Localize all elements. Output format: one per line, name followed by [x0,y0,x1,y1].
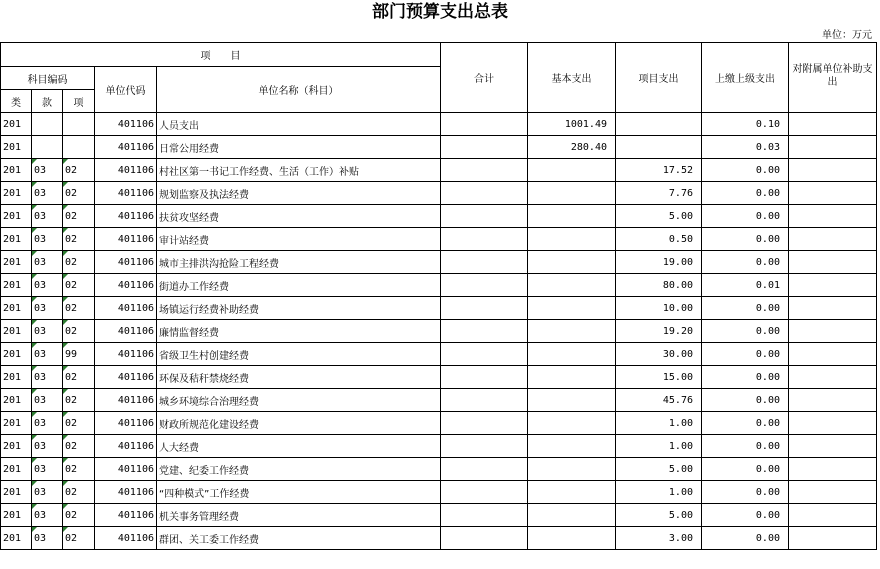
cell-upper[interactable]: 0.00 [702,435,789,458]
cell-kuan[interactable]: 03 [32,366,63,389]
cell-lei[interactable]: 201 [1,136,32,159]
cell-kuan[interactable]: 03 [32,297,63,320]
cell-total[interactable] [441,297,528,320]
table-row [1,458,877,481]
header-subject-code: 科目编码 [1,67,95,90]
cell-unit-name[interactable]: 群团、关工委工作经费 [157,527,441,550]
cell-xiang[interactable]: 02 [63,297,95,320]
cell-lei[interactable]: 201 [1,366,32,389]
cell-project-expense[interactable]: 0.50 [616,228,702,251]
cell-kuan[interactable]: 03 [32,527,63,550]
header-basic: 基本支出 [528,43,616,113]
cell-project-expense[interactable]: 19.00 [616,251,702,274]
table-row [1,159,877,182]
cell-total[interactable] [441,366,528,389]
table-row [1,136,877,159]
cell-basic[interactable] [528,504,616,527]
cell-total[interactable] [441,113,528,136]
cell-lei[interactable]: 201 [1,527,32,550]
cell-unit-name[interactable]: 场镇运行经费补助经费 [157,297,441,320]
cell-kuan[interactable] [32,136,63,159]
cell-upper[interactable]: 0.00 [702,320,789,343]
cell-unit-name[interactable]: 日常公用经费 [157,136,441,159]
cell-project-expense[interactable]: 1.00 [616,435,702,458]
cell-unit-name[interactable]: 城乡环境综合治理经费 [157,389,441,412]
table-row [1,182,877,205]
cell-basic[interactable]: 280.40 [528,136,616,159]
cell-basic[interactable] [528,320,616,343]
header-unit-code: 单位代码 [95,67,157,113]
cell-kuan[interactable]: 03 [32,343,63,366]
cell-kuan[interactable]: 03 [32,412,63,435]
cell-xiang[interactable]: 02 [63,366,95,389]
cell-subsidy[interactable] [789,297,877,320]
cell-subsidy[interactable] [789,412,877,435]
cell-project-expense[interactable]: 3.00 [616,527,702,550]
cell-total[interactable] [441,389,528,412]
cell-unit-name[interactable]: 机关事务管理经费 [157,504,441,527]
cell-upper[interactable]: 0.10 [702,113,789,136]
header-upper: 上缴上级支出 [702,43,789,113]
cell-xiang[interactable]: 02 [63,458,95,481]
header-lei: 类 [1,90,32,113]
cell-xiang[interactable]: 02 [63,320,95,343]
cell-kuan[interactable]: 03 [32,320,63,343]
cell-unit-code[interactable]: 401106 [95,320,157,343]
cell-kuan[interactable]: 03 [32,274,63,297]
cell-total[interactable] [441,412,528,435]
cell-unit-code[interactable]: 401106 [95,389,157,412]
cell-basic[interactable] [528,159,616,182]
cell-total[interactable] [441,136,528,159]
cell-lei[interactable]: 201 [1,412,32,435]
cell-unit-code[interactable]: 401106 [95,274,157,297]
cell-basic[interactable] [528,458,616,481]
cell-unit-code[interactable]: 401106 [95,297,157,320]
cell-kuan[interactable]: 03 [32,205,63,228]
cell-upper[interactable]: 0.00 [702,205,789,228]
cell-basic[interactable]: 1001.49 [528,113,616,136]
cell-kuan[interactable]: 03 [32,458,63,481]
table-row [1,274,877,297]
cell-total[interactable] [441,527,528,550]
table-row [1,527,877,550]
cell-kuan[interactable]: 03 [32,159,63,182]
cell-upper[interactable]: 0.00 [702,504,789,527]
cell-xiang[interactable]: 02 [63,481,95,504]
cell-unit-code[interactable]: 401106 [95,458,157,481]
cell-unit-name[interactable]: “四种模式”工作经费 [157,481,441,504]
table-row [1,297,877,320]
cell-total[interactable] [441,205,528,228]
cell-basic[interactable] [528,228,616,251]
cell-upper[interactable]: 0.00 [702,228,789,251]
cell-kuan[interactable]: 03 [32,504,63,527]
cell-upper[interactable]: 0.00 [702,366,789,389]
cell-unit-name[interactable]: 廉情监督经费 [157,320,441,343]
cell-kuan[interactable]: 03 [32,389,63,412]
cell-total[interactable] [441,458,528,481]
cell-xiang[interactable]: 02 [63,527,95,550]
cell-subsidy[interactable] [789,274,877,297]
cell-subsidy[interactable] [789,182,877,205]
cell-project-expense[interactable] [616,113,702,136]
header-project-expense: 项目支出 [616,43,702,113]
cell-unit-code[interactable]: 401106 [95,182,157,205]
cell-basic[interactable] [528,343,616,366]
cell-lei[interactable]: 201 [1,389,32,412]
cell-project-expense[interactable]: 15.00 [616,366,702,389]
cell-lei[interactable]: 201 [1,113,32,136]
table-row [1,320,877,343]
cell-lei[interactable]: 201 [1,297,32,320]
cell-lei[interactable]: 201 [1,205,32,228]
unit-label: 单位：万元 [822,30,872,41]
cell-upper[interactable]: 0.00 [702,159,789,182]
cell-upper[interactable]: 0.00 [702,182,789,205]
cell-total[interactable] [441,228,528,251]
cell-lei[interactable]: 201 [1,458,32,481]
cell-unit-name[interactable]: 省级卫生村创建经费 [157,343,441,366]
page-title: 部门预算支出总表 [372,2,508,22]
cell-project-expense[interactable]: 7.76 [616,182,702,205]
header-kuan: 款 [32,90,63,113]
table-row [1,113,877,136]
header-unit-name: 单位名称（科目） [157,67,441,113]
cell-subsidy[interactable] [789,343,877,366]
cell-basic[interactable] [528,366,616,389]
cell-project-expense[interactable]: 45.76 [616,389,702,412]
cell-upper[interactable]: 0.00 [702,389,789,412]
cell-lei[interactable]: 201 [1,435,32,458]
cell-subsidy[interactable] [789,366,877,389]
cell-total[interactable] [441,320,528,343]
cell-xiang[interactable]: 02 [63,412,95,435]
cell-xiang[interactable]: 99 [63,343,95,366]
cell-unit-name[interactable]: 村社区第一书记工作经费、生活（工作）补贴 [157,159,441,182]
cell-unit-code[interactable]: 401106 [95,481,157,504]
cell-unit-name[interactable]: 党建、纪委工作经费 [157,458,441,481]
table-row [1,251,877,274]
cell-total[interactable] [441,435,528,458]
cell-lei[interactable]: 201 [1,228,32,251]
cell-unit-name[interactable]: 规划监察及执法经费 [157,182,441,205]
cell-upper[interactable]: 0.00 [702,412,789,435]
cell-unit-name[interactable]: 街道办工作经费 [157,274,441,297]
cell-subsidy[interactable] [789,136,877,159]
cell-lei[interactable]: 201 [1,182,32,205]
cell-unit-code[interactable]: 401106 [95,113,157,136]
cell-project-expense[interactable]: 5.00 [616,205,702,228]
cell-unit-name[interactable]: 人大经费 [157,435,441,458]
cell-subsidy[interactable] [789,435,877,458]
cell-total[interactable] [441,274,528,297]
cell-unit-code[interactable]: 401106 [95,251,157,274]
cell-project-expense[interactable]: 80.00 [616,274,702,297]
cell-total[interactable] [441,343,528,366]
cell-project-expense[interactable] [616,136,702,159]
cell-kuan[interactable]: 03 [32,182,63,205]
cell-basic[interactable] [528,412,616,435]
cell-xiang[interactable]: 02 [63,274,95,297]
cell-basic[interactable] [528,182,616,205]
cell-lei[interactable]: 201 [1,504,32,527]
cell-project-expense[interactable]: 17.52 [616,159,702,182]
cell-basic[interactable] [528,389,616,412]
cell-unit-name[interactable]: 环保及秸秆禁烧经费 [157,366,441,389]
cell-upper[interactable]: 0.03 [702,136,789,159]
header-subsidy: 对附属单位补助支出 [789,43,877,113]
cell-basic[interactable] [528,481,616,504]
cell-unit-name[interactable]: 城市主排洪沟抢险工程经费 [157,251,441,274]
header-total: 合计 [441,43,528,113]
cell-subsidy[interactable] [789,205,877,228]
cell-xiang[interactable]: 02 [63,389,95,412]
cell-basic[interactable] [528,274,616,297]
cell-subsidy[interactable] [789,504,877,527]
cell-kuan[interactable]: 03 [32,435,63,458]
cell-unit-code[interactable]: 401106 [95,205,157,228]
cell-unit-code[interactable]: 401106 [95,136,157,159]
cell-total[interactable] [441,159,528,182]
cell-unit-code[interactable]: 401106 [95,159,157,182]
table-row [1,504,877,527]
cell-kuan[interactable]: 03 [32,251,63,274]
cell-xiang[interactable]: 02 [63,435,95,458]
cell-subsidy[interactable] [789,458,877,481]
cell-kuan[interactable]: 03 [32,481,63,504]
table-row [1,366,877,389]
cell-unit-code[interactable]: 401106 [95,412,157,435]
cell-project-expense[interactable]: 1.00 [616,412,702,435]
cell-upper[interactable]: 0.00 [702,481,789,504]
cell-subsidy[interactable] [789,228,877,251]
cell-unit-code[interactable]: 401106 [95,366,157,389]
cell-total[interactable] [441,182,528,205]
cell-upper[interactable]: 0.01 [702,274,789,297]
cell-subsidy[interactable] [789,389,877,412]
cell-upper[interactable]: 0.00 [702,458,789,481]
cell-unit-code[interactable]: 401106 [95,343,157,366]
cell-subsidy[interactable] [789,481,877,504]
cell-xiang[interactable]: 02 [63,182,95,205]
cell-xiang[interactable]: 02 [63,159,95,182]
budget-table [0,42,877,550]
cell-kuan[interactable]: 03 [32,228,63,251]
cell-project-expense[interactable]: 5.00 [616,458,702,481]
cell-xiang[interactable]: 02 [63,205,95,228]
cell-lei[interactable]: 201 [1,274,32,297]
cell-xiang[interactable]: 02 [63,504,95,527]
header-xiang: 项 [63,90,95,113]
cell-project-expense[interactable]: 5.00 [616,504,702,527]
table-row [1,481,877,504]
cell-basic[interactable] [528,297,616,320]
table-row [1,435,877,458]
cell-subsidy[interactable] [789,251,877,274]
cell-xiang[interactable] [63,136,95,159]
cell-xiang[interactable]: 02 [63,228,95,251]
cell-kuan[interactable] [32,113,63,136]
cell-lei[interactable]: 201 [1,481,32,504]
cell-unit-name[interactable]: 扶贫攻坚经费 [157,205,441,228]
cell-lei[interactable]: 201 [1,320,32,343]
cell-basic[interactable] [528,527,616,550]
cell-project-expense[interactable]: 19.20 [616,320,702,343]
table-row [1,412,877,435]
cell-subsidy[interactable] [789,159,877,182]
cell-basic[interactable] [528,205,616,228]
cell-subsidy[interactable] [789,113,877,136]
cell-upper[interactable]: 0.00 [702,527,789,550]
cell-lei[interactable]: 201 [1,159,32,182]
cell-unit-name[interactable]: 审计站经费 [157,228,441,251]
cell-total[interactable] [441,481,528,504]
cell-unit-code[interactable]: 401106 [95,435,157,458]
cell-upper[interactable]: 0.00 [702,251,789,274]
cell-total[interactable] [441,504,528,527]
cell-unit-code[interactable]: 401106 [95,228,157,251]
cell-basic[interactable] [528,435,616,458]
cell-project-expense[interactable]: 30.00 [616,343,702,366]
cell-unit-name[interactable]: 人员支出 [157,113,441,136]
table-row [1,389,877,412]
cell-upper[interactable]: 0.00 [702,297,789,320]
cell-subsidy[interactable] [789,527,877,550]
cell-project-expense[interactable]: 10.00 [616,297,702,320]
cell-lei[interactable]: 201 [1,251,32,274]
cell-project-expense[interactable]: 1.00 [616,481,702,504]
table-row [1,228,877,251]
header-project: 项 目 [1,43,441,67]
cell-total[interactable] [441,251,528,274]
cell-unit-code[interactable]: 401106 [95,504,157,527]
table-row [1,205,877,228]
cell-basic[interactable] [528,251,616,274]
cell-xiang[interactable] [63,113,95,136]
table-row [1,343,877,366]
cell-unit-name[interactable]: 财政所规范化建设经费 [157,412,441,435]
cell-subsidy[interactable] [789,320,877,343]
cell-lei[interactable]: 201 [1,343,32,366]
cell-upper[interactable]: 0.00 [702,343,789,366]
cell-unit-code[interactable]: 401106 [95,527,157,550]
cell-xiang[interactable]: 02 [63,251,95,274]
